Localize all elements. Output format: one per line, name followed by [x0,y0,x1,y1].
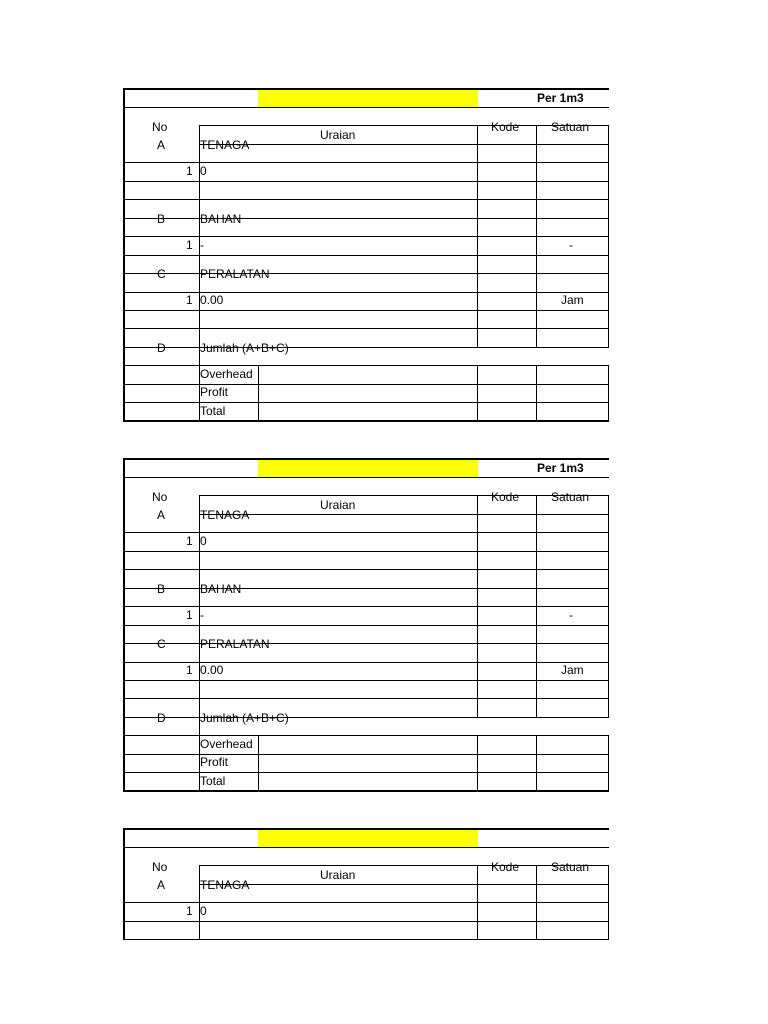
title-highlight-field [258,829,478,847]
col-line-footer-satuan [536,365,537,421]
col-header-satuan: Satuan [551,490,590,504]
row-line [123,402,609,403]
row-line [123,606,609,607]
footer-overhead-label: Overhead [200,367,253,381]
section-a-code: A [157,508,166,522]
row-line [123,199,609,200]
section-c-item-satuan: Jam [561,663,584,677]
row-line [123,569,609,570]
col-line-footer-right [608,735,609,791]
section-b-item-no: 1 [186,238,193,252]
header-top-line [199,495,609,496]
section-c-code: C [157,267,166,281]
title-row-bottom-line [123,477,609,478]
section-b-item-satuan: - [569,608,573,622]
row-line [199,144,609,145]
row-line [123,698,609,699]
col-header-satuan: Satuan [551,120,590,134]
row-line [123,680,609,681]
header-top-line [199,125,609,126]
footer-total-label: Total [200,404,226,418]
sheet-left-border [123,828,125,940]
section-c-item-satuan: Jam [561,293,584,307]
section-a-item-desc: 0 [200,164,207,178]
col-header-no: No [152,490,168,504]
row-line [123,717,609,718]
col-header-no: No [152,860,168,874]
analysis-sheet-3 [0,828,768,948]
row-line [123,310,609,311]
row-line [123,532,609,533]
row-line [123,662,609,663]
col-header-satuan: Satuan [551,860,590,874]
row-line [123,754,609,755]
section-d-code: D [157,711,166,725]
section-d-code: D [157,341,166,355]
row-line [123,921,609,922]
section-a-label: TENAGA [200,138,250,152]
section-c-item-no: 1 [186,293,193,307]
col-header-kode: Kode [491,120,520,134]
footer-profit-label: Profit [200,385,229,399]
col-line-footer-kode [477,365,478,421]
section-a-label: TENAGA [200,878,250,892]
row-line [123,236,609,237]
row-line [199,884,609,885]
row-line [123,772,609,773]
section-c-label: PERALATAN [200,267,270,281]
section-b-label: BAHAN [200,582,242,596]
section-b-label: BAHAN [200,212,242,226]
row-line [123,643,609,644]
header-top-line [199,865,609,866]
section-a-label: TENAGA [200,508,250,522]
row-line [123,365,609,366]
sheet-top-border [123,458,609,460]
row-line [123,162,609,163]
row-line [123,328,609,329]
col-line-footer-right [608,365,609,421]
sheet-top-border [123,828,609,830]
unit-label: Per 1m3 [537,91,584,105]
col-line-footer-kode [477,735,478,791]
section-d-label: Jumlah (A+B+C) [200,711,289,725]
footer-total-label: Total [200,774,226,788]
section-b-code: B [157,582,166,596]
col-line-footer-sub [258,365,259,421]
section-c-label: PERALATAN [200,637,270,651]
row-line [123,939,609,940]
footer-overhead-label: Overhead [200,737,253,751]
section-b-code: B [157,212,166,226]
section-c-item-desc: 0.00 [200,663,224,677]
col-header-no: No [152,120,168,134]
row-line [199,514,609,515]
title-highlight-field [258,459,478,477]
row-line [123,292,609,293]
section-a-item-no: 1 [186,164,193,178]
section-c-item-desc: 0.00 [200,293,224,307]
section-b-item-desc: - [200,608,204,622]
section-b-item-no: 1 [186,608,193,622]
title-highlight-field [258,89,478,107]
row-line [123,588,609,589]
row-line [123,902,609,903]
col-line-footer-sub [258,735,259,791]
row-line [123,255,609,256]
col-line-footer-satuan [536,735,537,791]
row-line [123,181,609,182]
analysis-sheet-2 [0,458,768,828]
col-header-uraian: Uraian [320,868,356,882]
footer-profit-label: Profit [200,755,229,769]
section-c-item-no: 1 [186,663,193,677]
row-line [123,625,609,626]
sheet-top-border [123,88,609,90]
section-a-item-no: 1 [186,534,193,548]
col-header-kode: Kode [491,490,520,504]
row-line [123,347,609,348]
section-a-code: A [157,138,166,152]
section-c-code: C [157,637,166,651]
section-a-item-desc: 0 [200,534,207,548]
unit-label: Per 1m3 [537,461,584,475]
section-b-item-satuan: - [569,238,573,252]
row-line [123,218,609,219]
col-header-kode: Kode [491,860,520,874]
row-line [123,735,609,736]
col-header-uraian: Uraian [320,498,356,512]
section-a-item-desc: 0 [200,904,207,918]
section-d-label: Jumlah (A+B+C) [200,341,289,355]
row-line [123,551,609,552]
col-header-uraian: Uraian [320,128,356,142]
section-a-code: A [157,878,166,892]
row-line [123,273,609,274]
section-a-item-no: 1 [186,904,193,918]
title-row-bottom-line [123,847,609,848]
analysis-sheet-1 [0,88,768,458]
row-line [123,384,609,385]
title-row-bottom-line [123,107,609,108]
section-b-item-desc: - [200,238,204,252]
